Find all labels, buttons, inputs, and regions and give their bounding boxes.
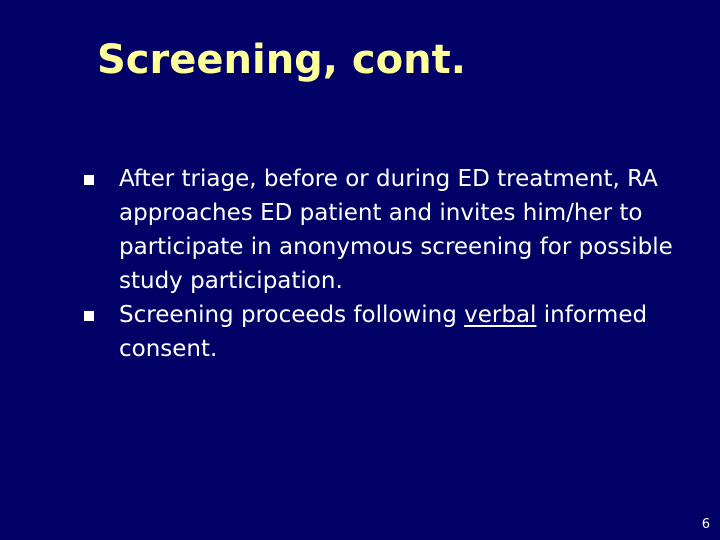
slide-number: 6 bbox=[701, 517, 710, 532]
bullet-text-end: informed consent. bbox=[119, 302, 648, 362]
underlined-word: verbal bbox=[464, 302, 537, 328]
square-bullet-icon bbox=[84, 175, 94, 185]
bullet-list bbox=[84, 162, 684, 366]
bullet-text-start: Screening proceeds following bbox=[119, 302, 465, 328]
bullet-text: After triage, before or during ED treatment, RA approaches ED patient and invites him/her to participate in anonymous screening for possible study participation. bbox=[119, 166, 673, 294]
square-bullet-icon bbox=[84, 311, 94, 321]
slide-title: Screening, cont. bbox=[97, 37, 466, 83]
bullet-item-triage bbox=[84, 162, 684, 298]
bullet-item-consent bbox=[84, 298, 684, 366]
